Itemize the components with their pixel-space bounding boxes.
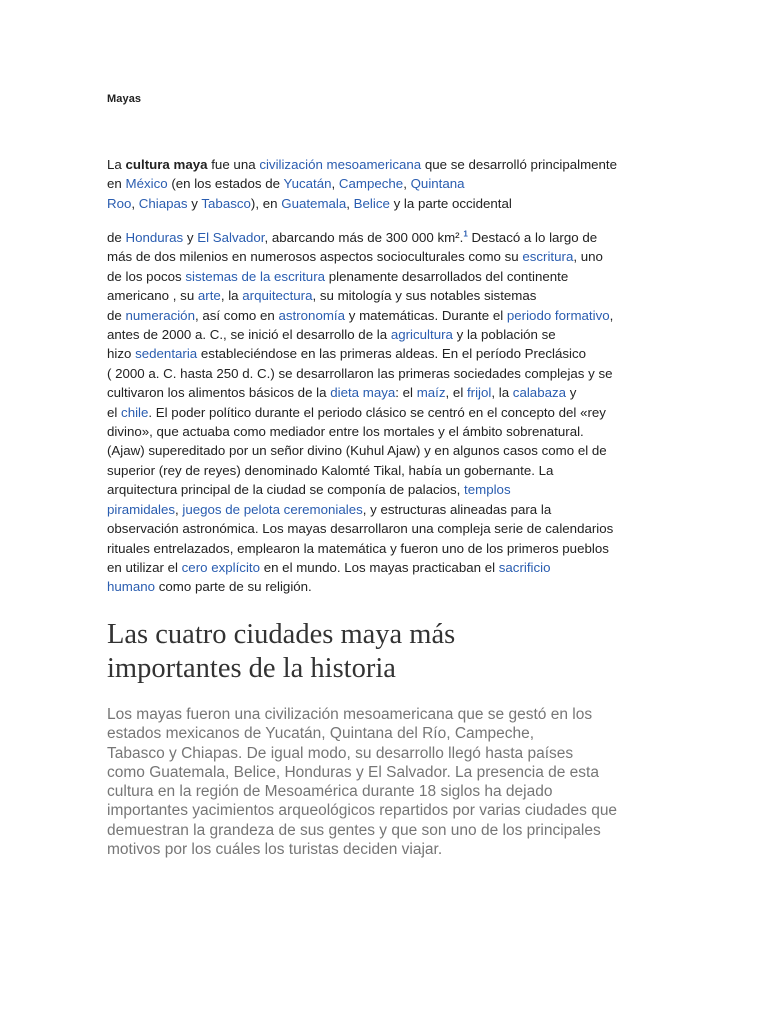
link-civilizacion-mesoamericana[interactable]: civilización mesoamericana bbox=[259, 157, 422, 172]
text-line: Tabasco y Chiapas. De igual modo, su desarrollo llegó hasta países bbox=[107, 744, 574, 762]
heading-line: Las cuatro ciudades maya más bbox=[107, 619, 456, 650]
link-sistemas-escritura[interactable]: sistemas de la escritura bbox=[185, 268, 326, 284]
section-heading bbox=[107, 618, 667, 686]
text-line: superior (rey de reyes) denominado Kalomté Tikal, había un gobernante. La bbox=[107, 462, 554, 478]
text-line: observación astronómica. Los mayas desarrollaron una compleja serie de calendarios bbox=[107, 521, 614, 537]
text-line: antes de 2000 a. C., se inició el desarrollo de la agricultura y la población se bbox=[107, 327, 556, 343]
text-line: rituales entrelazados, emplearon la matemática y fueron uno de los primeros pueblos bbox=[107, 540, 609, 556]
link-arquitectura[interactable]: arquitectura bbox=[242, 288, 313, 304]
link-agricultura[interactable]: agricultura bbox=[390, 327, 453, 343]
text-line: Los mayas fueron una civilización mesoamericana que se gestó en los bbox=[107, 706, 593, 723]
link-campeche[interactable]: Campeche bbox=[338, 176, 404, 192]
heading-line: importantes de la historia bbox=[107, 653, 396, 684]
link-juegos-de-pelota[interactable]: juegos de pelota ceremoniales bbox=[182, 501, 363, 517]
link-sacrificio-humano[interactable]: sacrificio bbox=[498, 559, 551, 575]
link-maiz[interactable]: maíz bbox=[416, 385, 446, 401]
text-line: de Honduras y El Salvador, abarcando más de 300 000 km².$^1$ Destacó a lo largo de bbox=[107, 229, 598, 245]
link-sacrificio-humano-cont[interactable]: humano bbox=[107, 579, 156, 595]
text-line: ( 2000 a. C. hasta 250 d. C.) se desarrollaron las primeras sociedades complejas y se bbox=[107, 365, 613, 381]
text-line: (Ajaw) supereditado por un señor divino (Kuhul Ajaw) y en algunos casos como el de bbox=[107, 443, 607, 459]
text-line: piramidales, juegos de pelota ceremoniales, y estructuras alineadas para la bbox=[107, 501, 552, 517]
link-belice[interactable]: Belice bbox=[353, 195, 390, 211]
text-line: Roo, Chiapas y Tabasco), en Guatemala, Belice y la parte occidental bbox=[107, 195, 512, 211]
text-line: como Guatemala, Belice, Honduras y El Salvador. La presencia de esta bbox=[107, 763, 599, 781]
link-honduras[interactable]: Honduras bbox=[125, 230, 184, 245]
text-line: en México (en los estados de Yucatán, Campeche, Quintana bbox=[107, 176, 465, 192]
text-line: cultura en la región de Mesoamérica durante 18 siglos ha dejado bbox=[107, 783, 553, 801]
intro-paragraph bbox=[107, 155, 667, 213]
text-line: en utilizar el cero explícito en el mundo. Los mayas practicaban el sacrificio bbox=[107, 559, 551, 575]
link-frijol[interactable]: frijol bbox=[466, 385, 492, 401]
text-line: motivos por los cuáles los turistas deciden viajar. bbox=[107, 841, 443, 859]
link-dieta-maya[interactable]: dieta maya bbox=[330, 385, 396, 401]
document-title: Mayas bbox=[107, 93, 142, 105]
footnote-ref[interactable]: 1 bbox=[463, 229, 468, 239]
text-line: americano , su arte, la arquitectura, su mitología y sus notables sistemas bbox=[107, 288, 537, 304]
summary-paragraph bbox=[107, 705, 637, 859]
link-yucatan[interactable]: Yucatán bbox=[283, 176, 332, 192]
link-arte[interactable]: arte bbox=[197, 288, 221, 304]
text-line: estados mexicanos de Yucatán, Quintana del Río, Campeche, bbox=[107, 725, 535, 743]
link-calabaza[interactable]: calabaza bbox=[512, 385, 567, 401]
text-line: más de dos milenios en numerosos aspectos socioculturales como su escritura, uno bbox=[107, 249, 603, 265]
text-line: hizo sedentaria estableciéndose en las primeras aldeas. En el período Preclásico bbox=[107, 346, 586, 362]
link-templos-piramidales[interactable]: piramidales bbox=[107, 501, 175, 517]
link-chile[interactable]: chile bbox=[121, 404, 149, 420]
link-mexico[interactable]: México bbox=[125, 176, 168, 192]
text-line: de los pocos sistemas de la escritura plenamente desarrollados del continente bbox=[107, 268, 569, 284]
text-line: divino», que actuaba como mediador entre los mortales y el ámbito sobrenatural. bbox=[107, 424, 584, 440]
main-paragraph bbox=[107, 228, 667, 597]
link-quintana-roo-cont[interactable]: Roo bbox=[107, 195, 132, 211]
link-numeracion[interactable]: numeración bbox=[125, 307, 195, 323]
link-cero-explicito[interactable]: cero explícito bbox=[181, 559, 260, 575]
link-tabasco[interactable]: Tabasco bbox=[201, 195, 251, 211]
link-chiapas[interactable]: Chiapas bbox=[138, 195, 188, 211]
link-el-salvador[interactable]: El Salvador bbox=[197, 230, 265, 245]
link-sedentaria[interactable]: sedentaria bbox=[135, 346, 198, 362]
text-line: el chile. El poder político durante el periodo clásico se centró en el concepto del «rey bbox=[107, 404, 606, 420]
link-templos[interactable]: templos bbox=[464, 482, 511, 498]
text-line: La cultura maya fue una civilización mesoamericana que se desarrolló principalmente bbox=[107, 157, 618, 172]
link-periodo-formativo[interactable]: periodo formativo bbox=[506, 307, 610, 323]
text-line: arquitectura principal de la ciudad se componía de palacios, templos bbox=[107, 482, 511, 498]
text-line: demuestran la grandeza de sus gentes y que son uno de los principales bbox=[107, 821, 601, 839]
bold-term: cultura maya bbox=[125, 157, 208, 172]
text-line: humano como parte de su religión. bbox=[107, 579, 312, 595]
text-line: importantes yacimientos arqueológicos repartidos por varias ciudades que bbox=[107, 802, 618, 820]
text-line: cultivaron los alimentos básicos de la dieta maya: el maíz, el frijol, la calabaza y bbox=[107, 385, 577, 401]
link-astronomia[interactable]: astronomía bbox=[278, 307, 346, 323]
link-quintana-roo[interactable]: Quintana bbox=[410, 176, 465, 192]
link-escritura[interactable]: escritura bbox=[522, 249, 574, 265]
link-guatemala[interactable]: Guatemala bbox=[281, 195, 347, 211]
text-line: de numeración, así como en astronomía y matemáticas. Durante el periodo formativo, bbox=[107, 307, 614, 323]
